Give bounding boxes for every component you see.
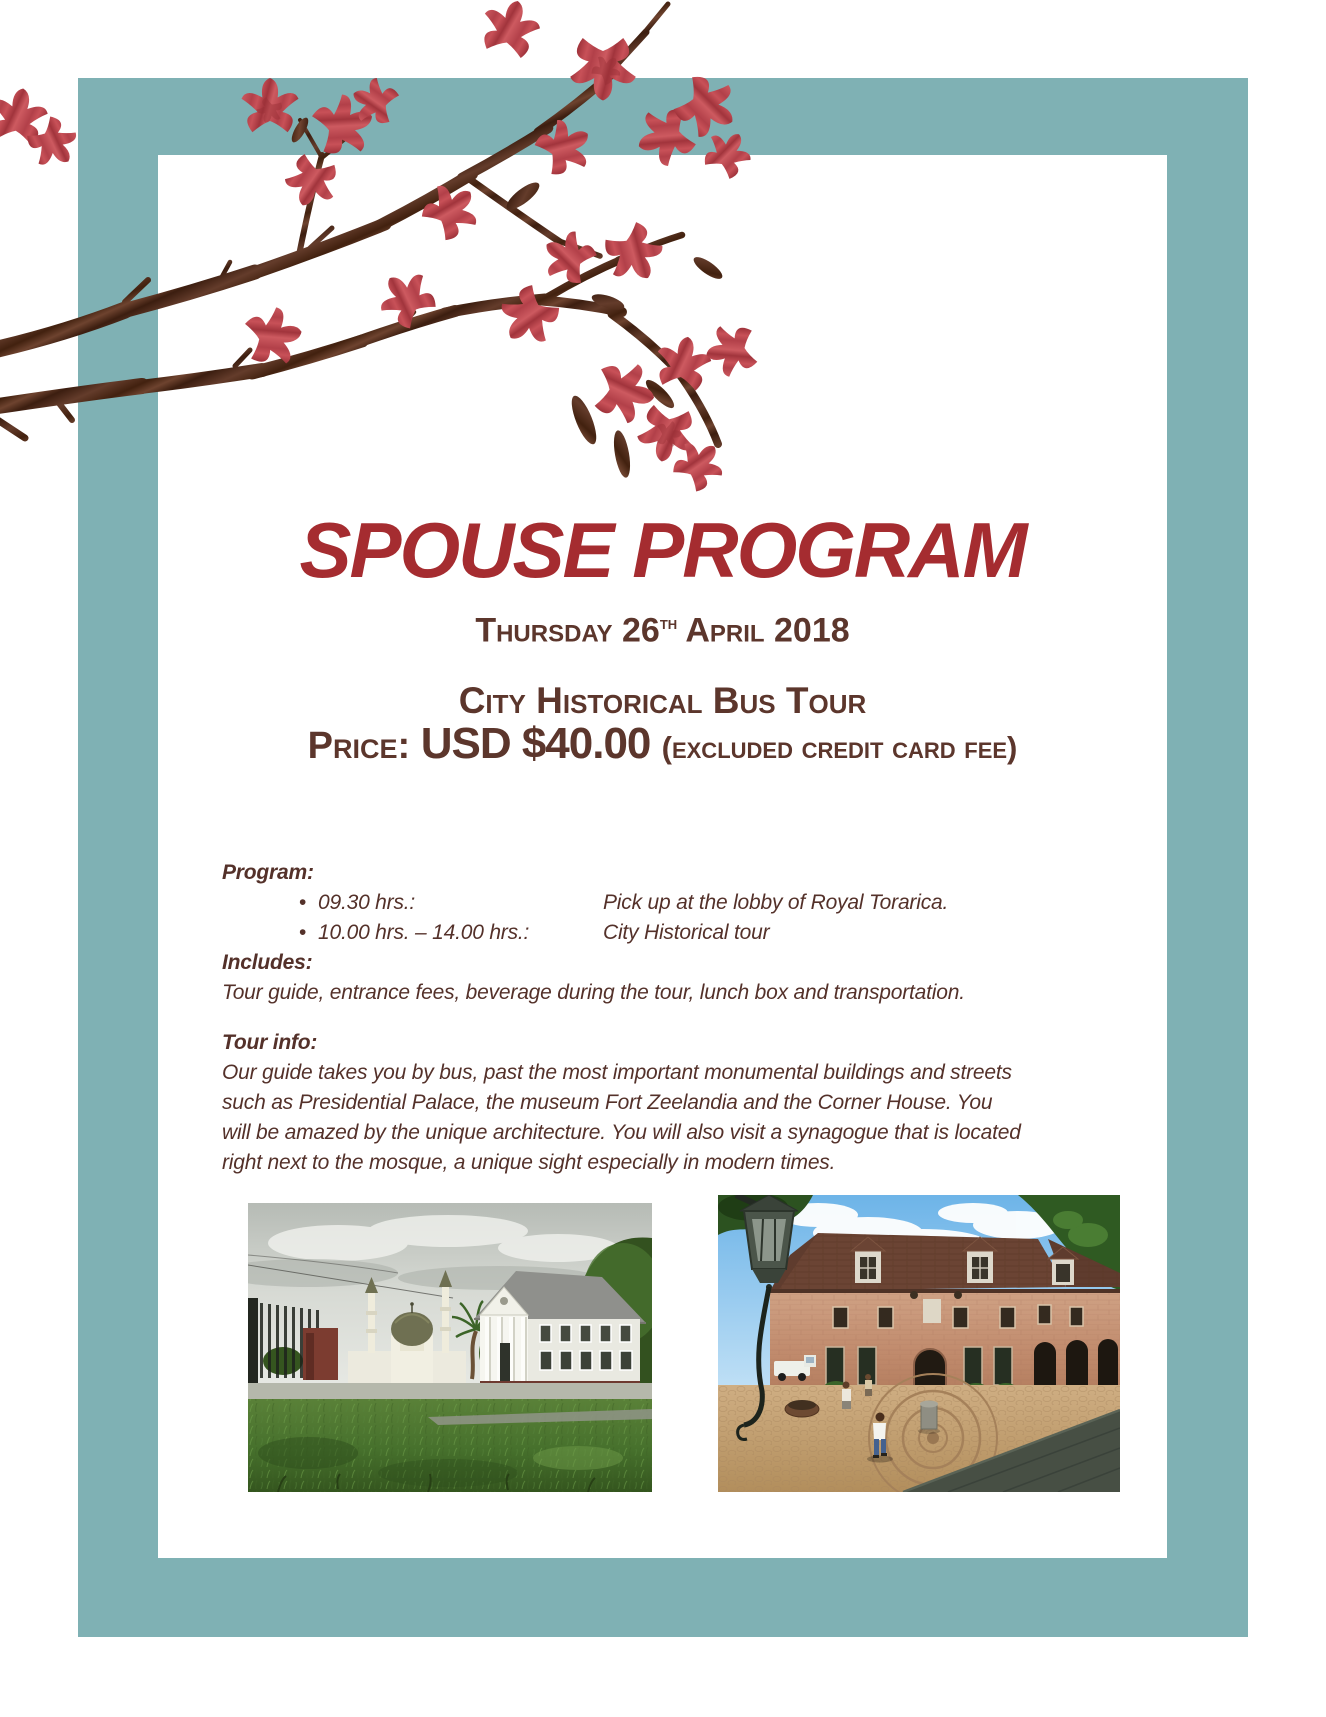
program-item-2 [222, 918, 1022, 948]
price-note: (excluded credit card fee) [661, 730, 1018, 765]
bullet-icon: • [299, 921, 307, 944]
tour-info-line-4: right next to the mosque, a unique sight especially in modern times. [222, 1151, 836, 1174]
bullet-icon: • [299, 891, 307, 914]
event-date [158, 603, 1167, 650]
paragraph-spacer [222, 1008, 1022, 1028]
photo-synagogue-mosque [248, 1203, 652, 1492]
includes-text: Tour guide, entrance fees, beverage during the tour, lunch box and transportation. [222, 981, 965, 1004]
tour-info-heading: Tour info: [222, 1031, 318, 1054]
price-line [158, 718, 1167, 780]
program-item-time: 10.00 hrs. – 14.00 hrs.: [318, 921, 530, 944]
includes-heading: Includes: [222, 951, 313, 974]
tour-title: City Historical Bus Tour [458, 680, 867, 721]
date-ordinal: th [659, 612, 678, 633]
price-amount: USD $40.00 [420, 719, 662, 768]
tour-info-line-1: Our guide takes you by bus, past the most important monumental buildings and streets [222, 1061, 1012, 1084]
tour-info-line-3: will be amazed by the unique architecture. You will also visit a synagogue that is located [222, 1121, 1021, 1144]
program-heading: Program: [222, 861, 314, 884]
program-item-desc: Pick up at the lobby of Royal Torarica. [603, 891, 949, 914]
page-title: SPOUSE PROGRAM [299, 506, 1026, 594]
program-item-desc: City Historical tour [603, 921, 770, 944]
event-date-text: Thursday 26 [475, 611, 660, 650]
program-item-1 [222, 888, 1022, 918]
event-date-rest: April 2018 [677, 611, 850, 650]
tour-info-line-2: such as Presidential Palace, the museum Fort Zeelandia and the Corner House. You [222, 1091, 993, 1114]
flyer-body [222, 858, 1022, 1178]
program-item-time: 09.30 hrs.: [318, 891, 416, 914]
price-label: Price: [307, 725, 421, 767]
photo-fort-zeelandia-courtyard [718, 1195, 1120, 1492]
